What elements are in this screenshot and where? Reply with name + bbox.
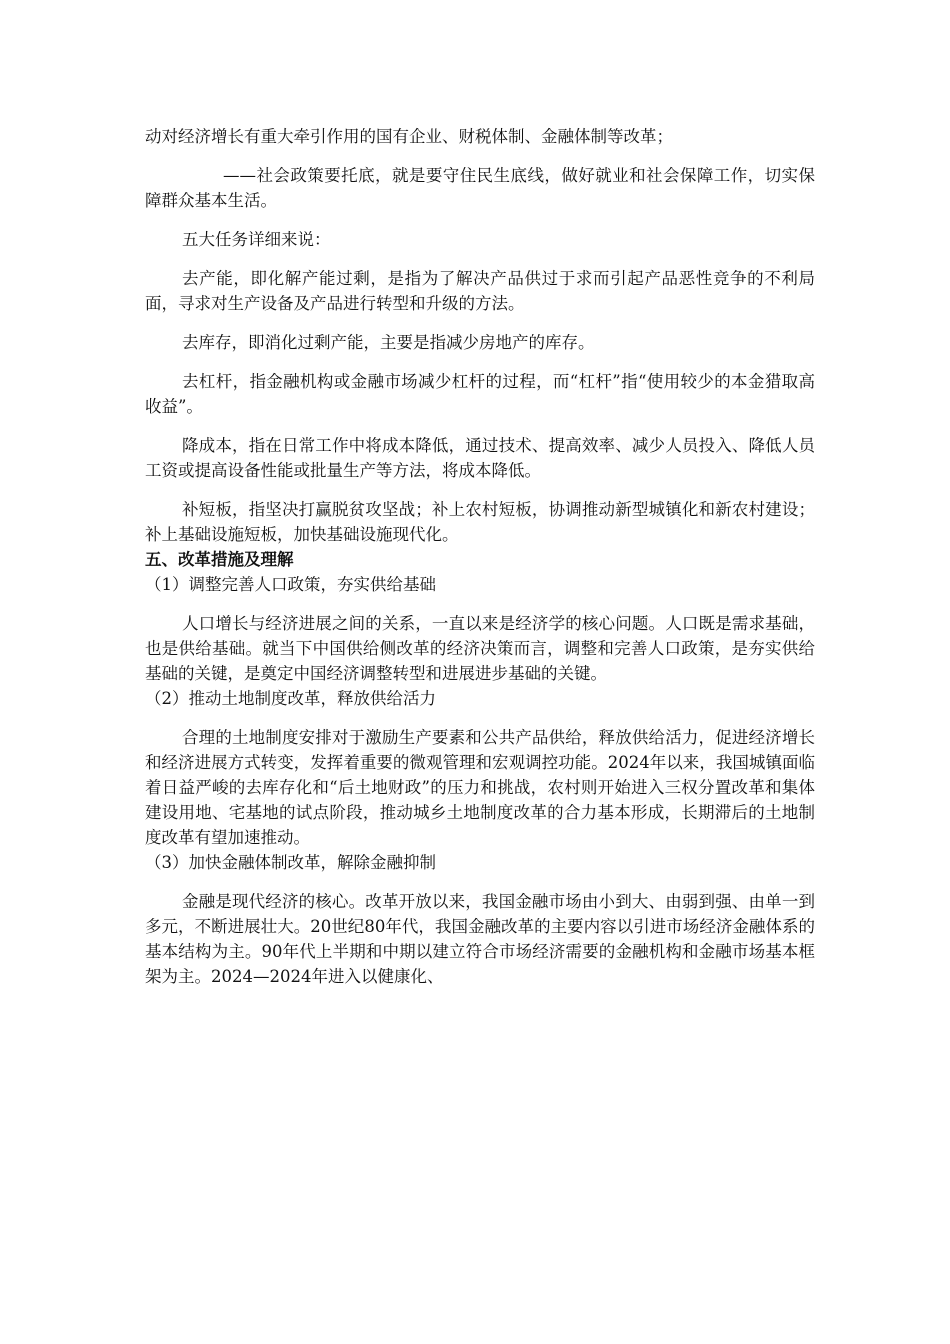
paragraph-five-tasks-intro: 五大任务详细来说： (182, 230, 331, 249)
paragraph-reduce-capacity: 去产能，即化解产能过剩，是指为了解决产品供过于求而引起产品恶性竞争的不利局面，寻求对生产设备及产品进行转型和升级的方法。 (145, 269, 815, 313)
paragraph-land: 合理的土地制度安排对于激励生产要素和公共产品供给，释放供给活力，促进经济增长和经济进展方式转变，发挥着重要的微观管理和宏观调控功能。2024年以来，我国城镇面临着日益严峻的去库存化和“后土地财政”的压力和挑战，农村则开始进入三权分置改革和集体建设用地、宅基地的试点阶段，推动城乡土地制度改革的合力基本形成，长期滞后的土地制度改革有望加速推动。 (145, 728, 815, 847)
paragraph-reduce-inventory: 去库存，即消化过剩产能，主要是指减少房地产的库存。 (182, 333, 595, 352)
paragraph-reduce-cost: 降成本，指在日常工作中将成本降低，通过技术、提高效率、减少人员投入、降低人员工资或提高设备性能或批量生产等方法，将成本降低。 (145, 436, 815, 480)
paragraph-continuation: 动对经济增长有重大牵引作用的国有企业、财税体制、金融体制等改革； (145, 127, 673, 146)
document-body (145, 124, 815, 989)
subsection-title-population: （1）调整完善人口政策，夯实供给基础 (145, 575, 436, 594)
paragraph-shore-up-weak: 补短板，指坚决打赢脱贫攻坚战；补上农村短板，协调推动新型城镇化和新农村建设；补上基础设施短板，加快基础设施现代化。 (145, 500, 815, 544)
subsection-title-finance: （3）加快金融体制改革，解除金融抑制 (145, 853, 436, 872)
paragraph-finance: 金融是现代经济的核心。改革开放以来，我国金融市场由小到大、由弱到强、由单一到多元，不断进展壮大。20世纪80年代，我国金融改革的主要内容以引进市场经济金融体系的基本结构为主。90年代上半期和中期以建立符合市场经济需要的金融机构和金融市场基本框架为主。2024—2024年进入以健康化、 (145, 892, 815, 986)
section-heading: 五、改革措施及理解 (145, 550, 294, 569)
paragraph-population: 人口增长与经济进展之间的关系，一直以来是经济学的核心问题。人口既是需求基础，也是供给基础。就当下中国供给侧改革的经济决策而言，调整和完善人口政策，是夯实供给基础的关键，是奠定中国经济调整转型和进展进步基础的关键。 (145, 614, 815, 683)
paragraph-deleverage: 去杠杆，指金融机构或金融市场减少杠杆的过程，而“杠杆”指“使用较少的本金猎取高收益”。 (145, 372, 815, 416)
paragraph-social-policy: ——社会政策要托底，就是要守住民生底线，做好就业和社会保障工作，切实保障群众基本生活。 (145, 166, 815, 210)
subsection-title-land: （2）推动土地制度改革，释放供给活力 (145, 689, 436, 708)
